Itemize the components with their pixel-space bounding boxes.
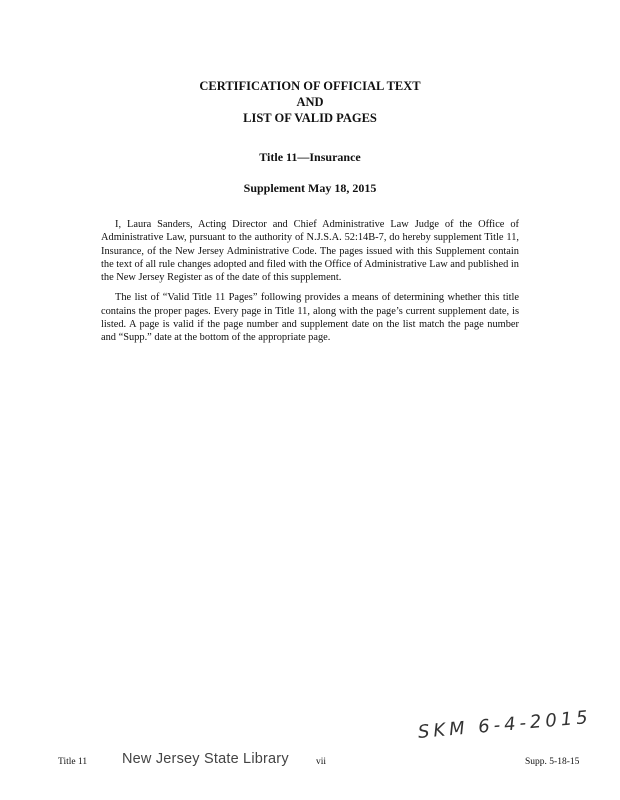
handwritten-initials-date: SKM 6-4-2015 bbox=[417, 706, 593, 743]
footer-page-number: vii bbox=[316, 757, 327, 767]
certification-body bbox=[101, 218, 519, 352]
heading-line-2: AND bbox=[296, 95, 324, 109]
title-name: Title 11—Insurance bbox=[259, 150, 361, 164]
certification-heading bbox=[0, 78, 620, 126]
footer-supplement-date: Supp. 5-18-15 bbox=[525, 757, 580, 767]
heading-line-1: CERTIFICATION OF OFFICIAL TEXT bbox=[199, 79, 421, 93]
heading-line-3: LIST OF VALID PAGES bbox=[243, 111, 377, 125]
paragraph-1: I, Laura Sanders, Acting Director and Chief Administrative Law Judge of the Office of Administrative Law, pursuant to the authority of N.J.S.A. 52:14B-7, do hereby supplement Title 11, Insurance, of the New Jersey Administrative Code. The pages issued with this Supplement contain the text of all rule changes adopted and filed with the Office of Administrative Law and published in the New Jersey Register as of the date of this supplement. bbox=[101, 219, 519, 284]
library-stamp: New Jersey State Library bbox=[122, 751, 289, 767]
paragraph-2: The list of “Valid Title 11 Pages” following provides a means of determining whether this title contains the proper pages. Every page in Title 11, along with the page’s current supplement date, is listed. A page is valid if the page number and supplement date on the list match the page number and “Supp.” date at the bottom of the appropriate page. bbox=[101, 292, 519, 344]
footer-title-label: Title 11 bbox=[58, 757, 88, 767]
supplement-date: Supplement May 18, 2015 bbox=[243, 181, 377, 195]
